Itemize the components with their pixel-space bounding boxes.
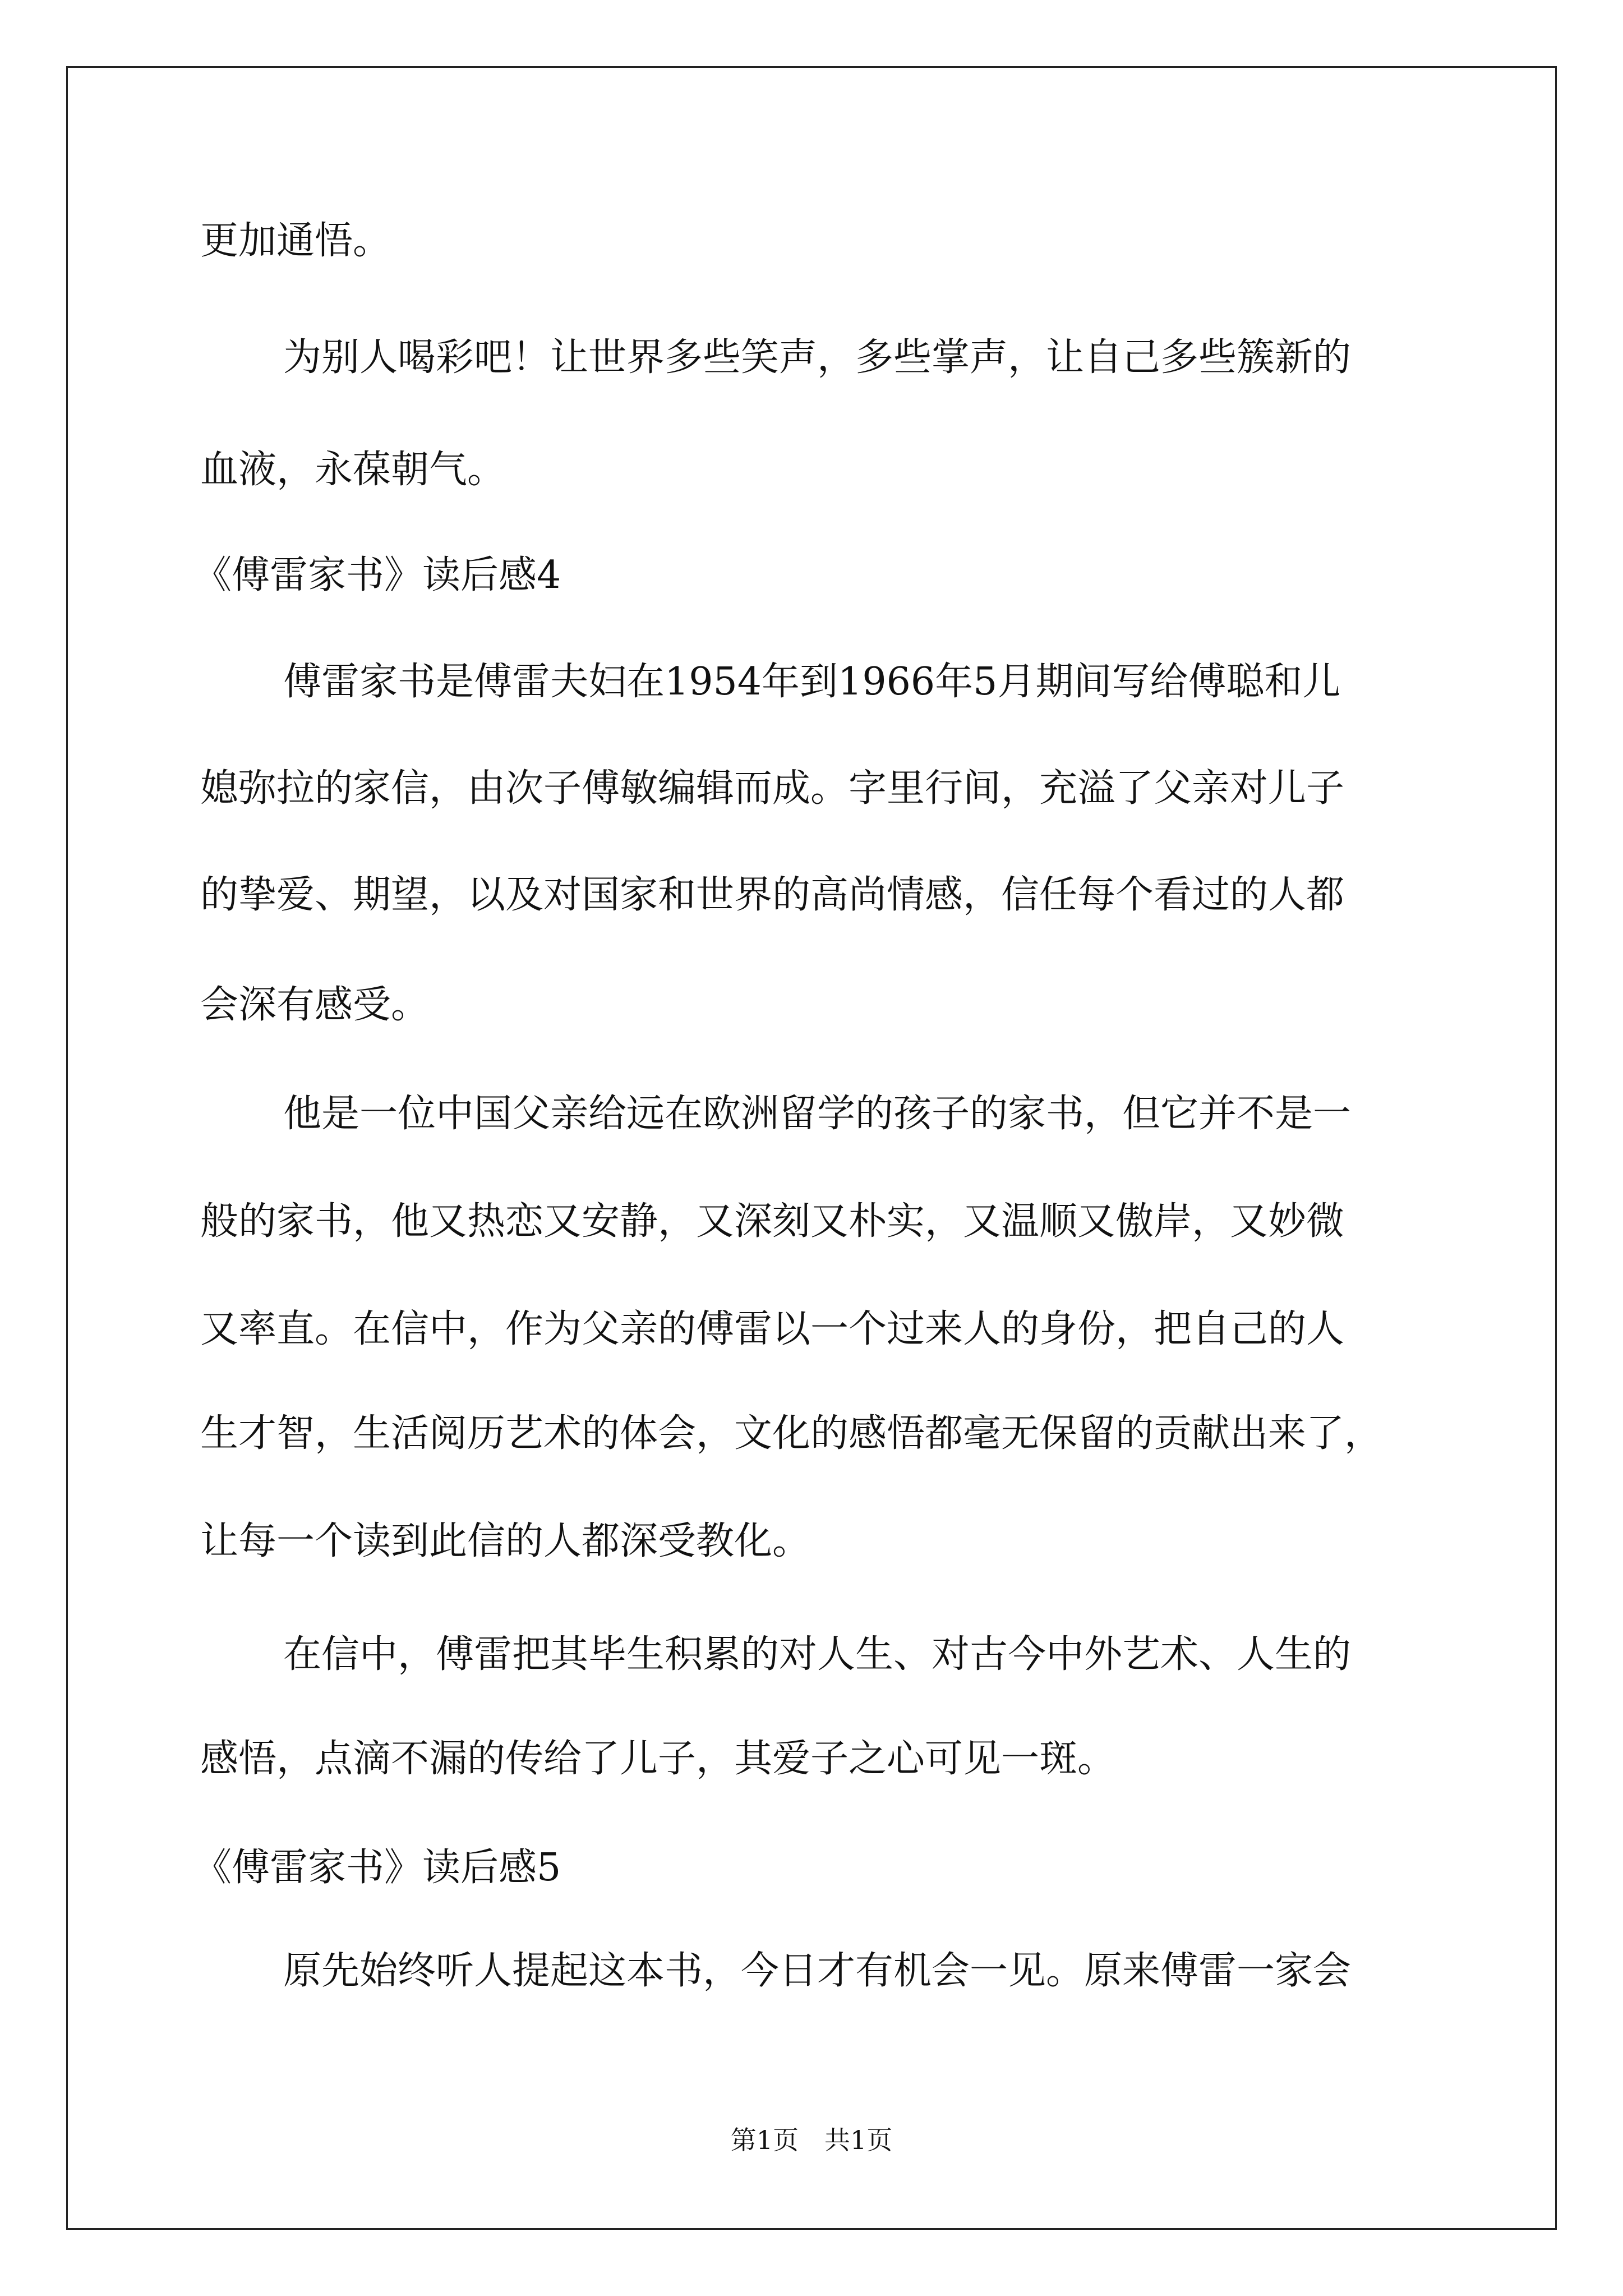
page-number: 第1页 共1页 [730,2125,893,2155]
paragraph-line: 媳弥拉的家信，由次子傅敏编辑而成。字里行间，充溢了父亲对儿子 [200,766,1345,811]
paragraph-line: 又率直。在信中，作为父亲的傅雷以一个过来人的身份，把自己的人 [200,1307,1345,1351]
paragraph-line: 原先始终听人提起这本书，今日才有机会一见。原来傅雷一家会 [283,1949,1352,1993]
page-border [66,66,1557,2230]
paragraph-line: 为别人喝彩吧！让世界多些笑声，多些掌声，让自己多些簇新的 [283,335,1352,380]
paragraph-line: 他是一位中国父亲给远在欧洲留学的孩子的家书，但它并不是一 [283,1092,1352,1136]
paragraph-line: 感悟，点滴不漏的传给了儿子，其爱子之心可见一斑。 [200,1737,1116,1781]
paragraph-line: 更加通悟。 [200,219,391,263]
paragraph-line: 傅雷家书是傅雷夫妇在1954年到1966年5月期间写给傅聪和儿 [283,660,1341,704]
paragraph-line: 会深有感受。 [200,983,430,1027]
paragraph-line: 让每一个读到此信的人都深受教化。 [200,1519,811,1563]
paragraph-line: 的挚爱、期望，以及对国家和世界的高尚情感，信任每个看过的人都 [200,873,1345,917]
paragraph-line: 在信中，傅雷把其毕生积累的对人生、对古今中外艺术、人生的 [283,1632,1352,1677]
paragraph-line: 般的家书，他又热恋又安静，又深刻又朴实，又温顺又傲岸，又妙微 [200,1199,1345,1244]
section-heading: 《傅雷家书》读后感4 [193,553,561,597]
paragraph-line: 血液，永葆朝气。 [200,448,506,492]
section-heading: 《傅雷家书》读后感5 [193,1846,561,1890]
paragraph-line: 生才智，生活阅历艺术的体会，文化的感悟都毫无保留的贡献出来了， [200,1411,1383,1456]
